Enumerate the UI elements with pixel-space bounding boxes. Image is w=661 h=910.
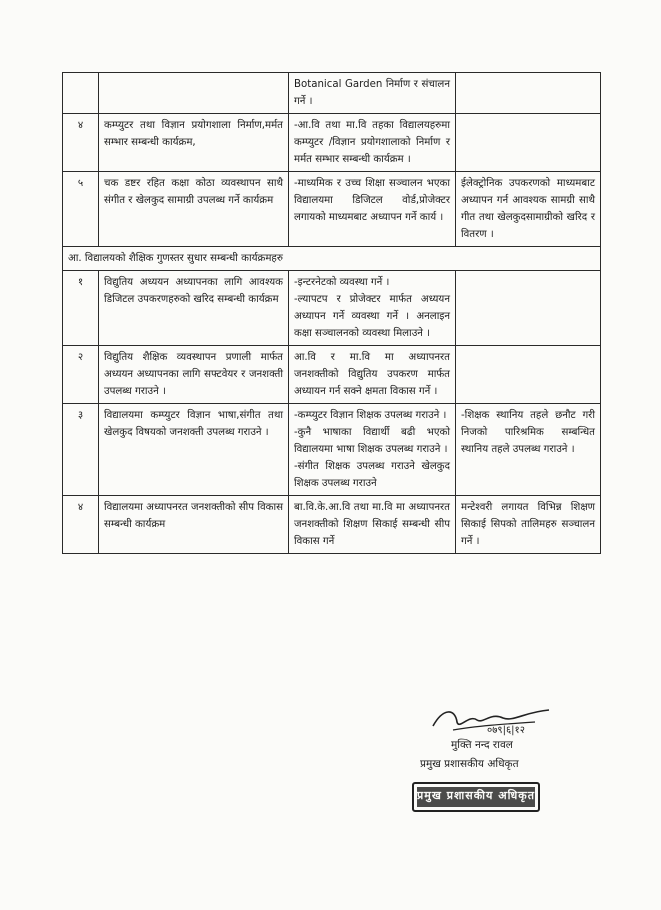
- remarks-cell: [456, 346, 601, 404]
- row-number: २: [63, 346, 99, 404]
- official-stamp: [412, 782, 540, 812]
- table-row: [63, 346, 601, 404]
- activity-line: -संगीत शिक्षक उपलब्ध गराउने खेलकुद शिक्षक उपलब्ध गराउने: [294, 461, 450, 489]
- remarks-line: -शिक्षक स्थानिय तहले छनौट गरी निजको पारिश्रमिक सम्बन्धित स्थानिय तहले उपलब्ध गराउने ।: [461, 410, 595, 455]
- program-cell: विद्यालयमा कम्प्युटर विज्ञान भाषा,संगीत तथा खेलकुद विषयको जनशक्ती उपलब्ध गराउने ।: [99, 404, 289, 496]
- activity-line: -ल्यापटप र प्रोजेक्टर मार्फत अध्ययन अध्यापन गर्ने व्यवस्था गर्ने । अनलाइन कक्षा सञ्चालनको व्यवस्था मिलाउने ।: [294, 294, 450, 339]
- remarks-cell: [456, 271, 601, 346]
- row-number: ४: [63, 496, 99, 554]
- stamp-text: प्रमुख प्रशासकीय अधिकृत: [417, 789, 535, 802]
- program-cell: चक डष्टर रहित कक्षा कोठा व्यवस्थापन साथै संगीत र खेलकुद सामाग्री उपलब्ध गर्ने कार्यक्रम: [99, 172, 289, 247]
- table-body-top: [63, 73, 601, 247]
- program-cell: विद्युतिय अध्ययन अध्यापनका लागि आवश्यक डिजिटल उपकरणहरुको खरिद सम्बन्धी कार्यक्रम: [99, 271, 289, 346]
- table-row: [63, 114, 601, 172]
- program-cell: विद्युतिय शैक्षिक व्यवस्थापन प्रणाली मार्फत अध्ययन अध्यापनका लागि सफ्टवेयर र जनशक्ती उपलब्ध गराउने ।: [99, 346, 289, 404]
- activity-cell: [289, 172, 456, 247]
- signatory-name: मुक्ति नन्द रावल: [451, 739, 513, 751]
- activity-line: Botanical Garden निर्माण र संचालन गर्ने ।: [294, 79, 450, 107]
- program-cell: [99, 73, 289, 114]
- row-number: [63, 73, 99, 114]
- activity-line: बा.वि.के.आ.वि तथा मा.वि मा अध्यापनरत जनशक्तीको शिक्षण सिकाई सम्बन्धी सीप विकास गर्ने: [294, 502, 450, 547]
- row-number: ५: [63, 172, 99, 247]
- signature-scribble: [425, 700, 555, 736]
- program-cell: विद्यालयमा अध्यापनरत जनशक्तीको सीप विकास सम्बन्धी कार्यक्रम: [99, 496, 289, 554]
- remarks-cell: [456, 73, 601, 114]
- activity-cell: [289, 404, 456, 496]
- activity-line: -आ.वि तथा मा.वि तहका विद्यालयहरुमा कम्प्युटर /विज्ञान प्रयोगशालाको निर्माण र मर्मत सम्भार सम्बन्धी कार्यक्रम ।: [294, 120, 450, 165]
- remarks-line: ईलेक्ट्रोनिक उपकरणको माध्यमबाट अध्यापन गर्न आवश्यक सामग्री साथै गीत तथा खेलकुदसामाग्रीको खरिद र वितरण ।: [461, 178, 595, 240]
- activity-line: -इन्टरनेटको व्यवस्था गर्ने ।: [294, 277, 390, 288]
- program-table: [62, 72, 601, 554]
- row-number: ४: [63, 114, 99, 172]
- activity-line: -कुनै भाषाका विद्यार्थी बढी भएको विद्यालयमा भाषा शिक्षक उपलब्ध गराउने ।: [294, 427, 450, 455]
- row-number: ३: [63, 404, 99, 496]
- remarks-cell: [456, 114, 601, 172]
- activity-cell: [289, 114, 456, 172]
- program-cell: कम्प्युटर तथा विज्ञान प्रयोगशाला निर्माण,मर्मत सम्भार सम्बन्धी कार्यक्रम,: [99, 114, 289, 172]
- table-section: [63, 247, 601, 271]
- table-row: [63, 172, 601, 247]
- table-row: [63, 496, 601, 554]
- activity-line: -कम्प्युटर विज्ञान शिक्षक उपलब्ध गराउने ।: [294, 410, 447, 421]
- section-heading-row: [63, 247, 601, 271]
- remarks-cell: [456, 172, 601, 247]
- table-row: [63, 271, 601, 346]
- table-body-bottom: [63, 271, 601, 554]
- activity-line: -माध्यमिक र उच्च शिक्षा सञ्चालन भएका विद्यालयमा डिजिटल वोर्ड,प्रोजेक्टर लगायको माध्यमबाट अध्यापन गर्ने कार्य ।: [294, 178, 450, 223]
- activity-cell: [289, 496, 456, 554]
- section-heading: आ. विद्यालयको शैक्षिक गुणस्तर सुधार सम्बन्धी कार्यक्रमहरु: [63, 247, 601, 271]
- row-number: १: [63, 271, 99, 346]
- activity-cell: [289, 73, 456, 114]
- activity-cell: [289, 271, 456, 346]
- table-row: [63, 73, 601, 114]
- signatory-title: प्रमुख प्रशासकीय अधिकृत: [420, 758, 519, 770]
- remarks-cell: [456, 404, 601, 496]
- remarks-cell: [456, 496, 601, 554]
- remarks-line: मन्टेश्वरी लगायत विभिन्न शिक्षण सिकाई सिपको तालिमहरु सञ्चालन गर्ने ।: [461, 502, 595, 547]
- signature-date: ०७९|६|१२: [487, 725, 525, 736]
- activity-line: आ.वि र मा.वि मा अध्यापनरत जनशक्तीको विद्युतिय उपकरण मार्फत अध्यायन गर्न सक्ने क्षमता विकास गर्ने ।: [294, 352, 450, 397]
- activity-cell: [289, 346, 456, 404]
- table-row: [63, 404, 601, 496]
